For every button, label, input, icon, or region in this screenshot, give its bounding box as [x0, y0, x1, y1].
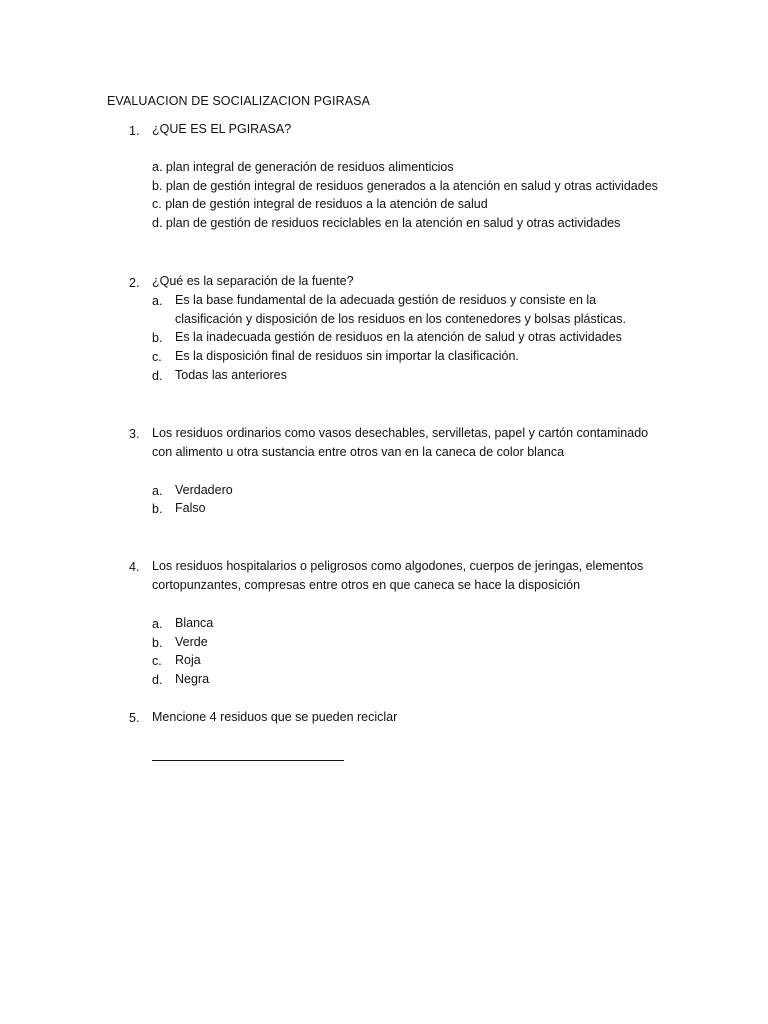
option-text: Falso — [175, 501, 206, 515]
question-number: 1. — [129, 124, 140, 138]
option-letter: d. — [152, 369, 163, 383]
option-letter: b. — [152, 502, 163, 516]
option-letter: a. — [152, 294, 163, 308]
option-text: Es la base fundamental de la adecuada gestión de residuos y consiste en la — [175, 293, 597, 307]
option-text: Verde — [175, 635, 208, 649]
question-text: Los residuos hospitalarios o peligrosos como algodones, cuerpos de jeringas, elementos — [152, 559, 644, 573]
question-number: 2. — [129, 276, 140, 290]
question-text-continued: cortopunzantes, compresas entre otros en que caneca se hace la disposición — [152, 578, 581, 592]
answer-blank-line — [152, 760, 344, 761]
option-text: Negra — [175, 672, 210, 686]
question-number: 4. — [129, 560, 140, 574]
option-a: a. plan integral de generación de residuos alimenticios — [152, 160, 454, 174]
option-text: Verdadero — [175, 483, 233, 497]
question-text: Los residuos ordinarios como vasos desechables, servilletas, papel y cartón contaminado — [152, 426, 649, 440]
question-number: 3. — [129, 427, 140, 441]
option-letter: a. — [152, 617, 163, 631]
option-text: Es la disposición final de residuos sin importar la clasificación. — [175, 349, 519, 363]
option-letter: b. — [152, 331, 163, 345]
option-c: c. plan de gestión integral de residuos a la atención de salud — [152, 197, 488, 211]
option-text: Todas las anteriores — [175, 368, 287, 382]
question-text: ¿QUE ES EL PGIRASA? — [152, 122, 292, 136]
option-text: Blanca — [175, 616, 214, 630]
question-text-continued: con alimento u otra sustancia entre otros van en la caneca de color blanca — [152, 445, 565, 459]
question-number: 5. — [129, 711, 140, 725]
option-text-continued: clasificación y disposición de los residuos en los contenedores y bolsas plásticas. — [175, 312, 626, 326]
option-letter: c. — [152, 350, 162, 364]
option-text: Roja — [175, 653, 201, 667]
question-text: ¿Qué es la separación de la fuente? — [152, 274, 354, 288]
option-letter: d. — [152, 673, 163, 687]
option-letter: b. — [152, 636, 163, 650]
question-text: Mencione 4 residuos que se pueden reciclar — [152, 710, 398, 724]
option-text: Es la inadecuada gestión de residuos en la atención de salud y otras actividades — [175, 330, 622, 344]
option-d: d. plan de gestión de residuos reciclables en la atención en salud y otras actividades — [152, 216, 621, 230]
document-title: EVALUACION DE SOCIALIZACION PGIRASA — [107, 94, 371, 108]
option-letter: a. — [152, 484, 163, 498]
option-letter: c. — [152, 654, 162, 668]
option-b: b. plan de gestión integral de residuos generados a la atención en salud y otras actividades — [152, 179, 658, 193]
